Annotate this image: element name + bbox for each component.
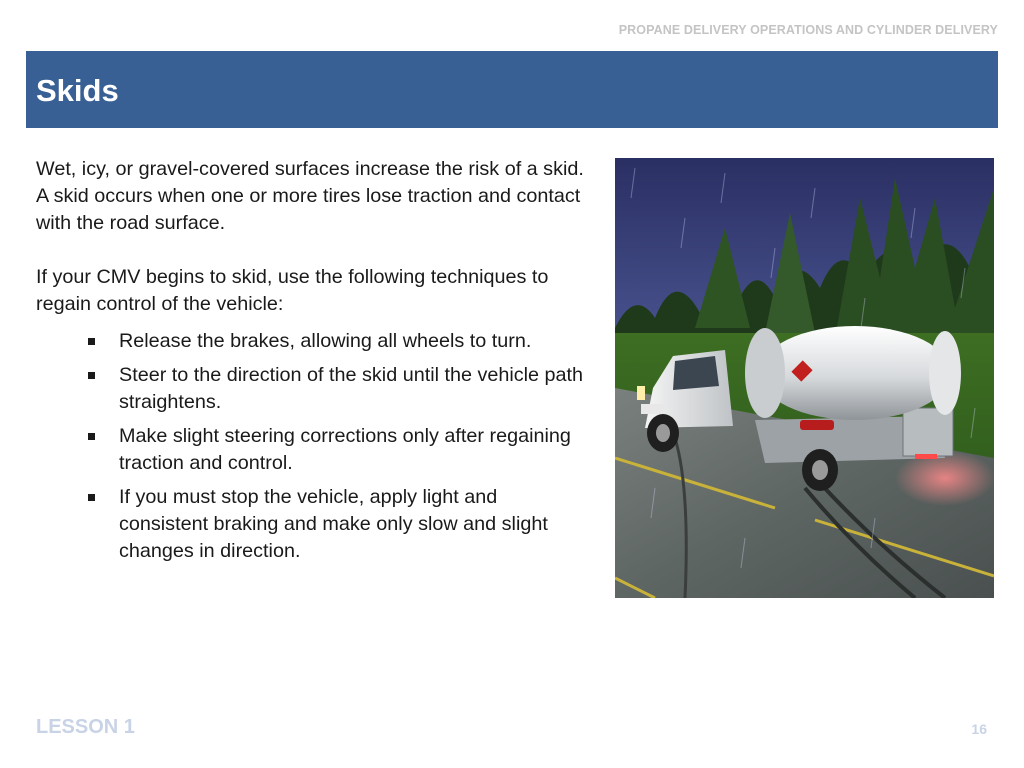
square-bullet-icon bbox=[88, 494, 95, 501]
instruction-paragraph: If your CMV begins to skid, use the following techniques to regain control of the vehicle: bbox=[36, 266, 549, 315]
list-item-text: Release the brakes, allowing all wheels to turn. bbox=[119, 330, 532, 352]
list-item bbox=[119, 484, 584, 565]
title-bar bbox=[26, 51, 998, 128]
page-number: 16 bbox=[971, 721, 987, 737]
square-bullet-icon bbox=[88, 372, 95, 379]
list-item bbox=[119, 362, 584, 416]
square-bullet-icon bbox=[88, 338, 95, 345]
truck-skid-illustration bbox=[615, 158, 994, 598]
lesson-label: LESSON 1 bbox=[36, 716, 135, 738]
course-title: PROPANE DELIVERY OPERATIONS AND CYLINDER DELIVERY bbox=[618, 23, 998, 37]
list-item bbox=[119, 423, 584, 477]
list-item-text: If you must stop the vehicle, apply light and consistent braking and make only slow and slight changes in direction. bbox=[119, 486, 548, 562]
body-text bbox=[36, 156, 584, 572]
square-bullet-icon bbox=[88, 433, 95, 440]
slide-title: Skids bbox=[36, 73, 119, 108]
list-item-text: Steer to the direction of the skid until the vehicle path straightens. bbox=[119, 364, 584, 413]
list-item-text: Make slight steering corrections only after regaining traction and control. bbox=[119, 425, 571, 474]
list-item bbox=[119, 328, 584, 355]
intro-paragraph: Wet, icy, or gravel-covered surfaces increase the risk of a skid. A skid occurs when one or more tires lose traction and contact with the road surface. bbox=[36, 158, 584, 234]
technique-list bbox=[36, 328, 584, 565]
